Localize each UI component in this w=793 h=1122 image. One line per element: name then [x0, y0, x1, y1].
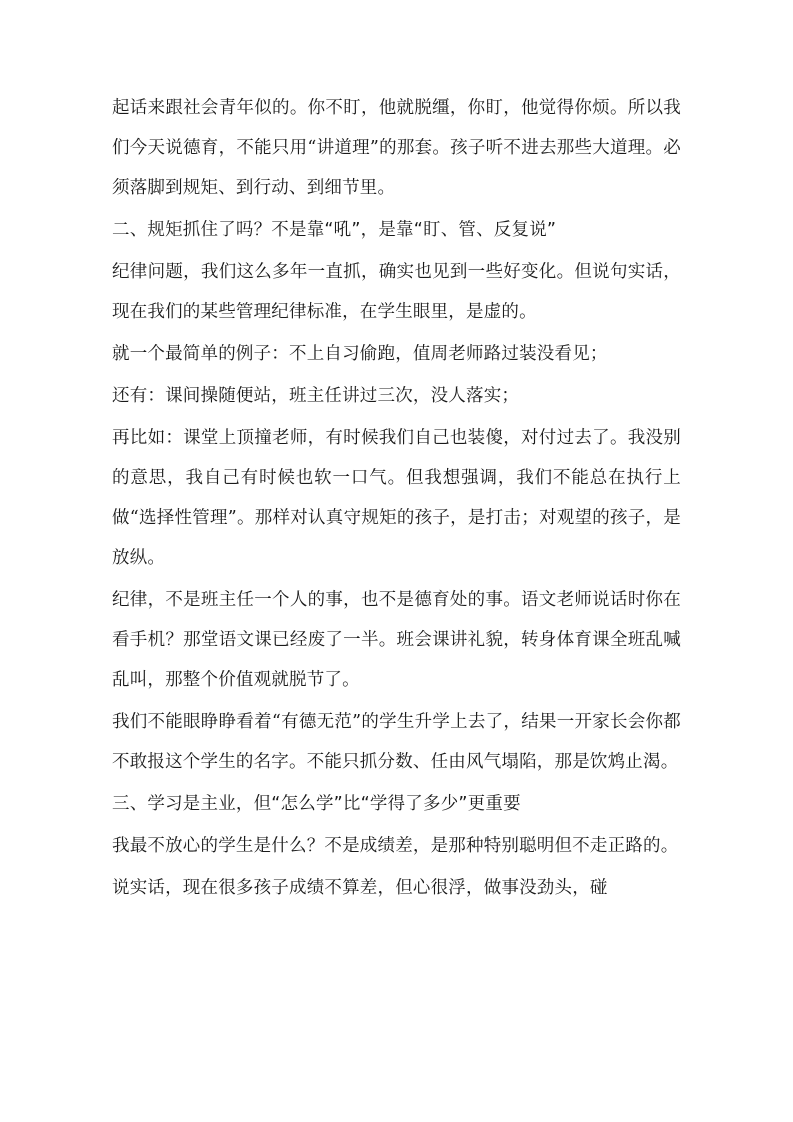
paragraph-7: 我们不能眼睁睁看着“有德无范”的学生升学上去了，结果一开家长会你都不敢报这个学生的名字。不能只抓分数、任由风气塌陷，那是饮鸩止渴。 — [112, 712, 681, 772]
paragraph-6: 纪律，不是班主任一个人的事，也不是德育处的事。语文老师说话时你在看手机？那堂语文课已经废了一半。班会课讲礼貌，转身体育课全班乱喊乱叫，那整个价值观就脱节了。 — [112, 590, 681, 690]
section-heading-3: 三、学习是主业，但“怎么学”比“学得了多少”更重要 — [112, 794, 521, 814]
paragraph-8: 我最不放心的学生是什么？不是成绩差，是那种特别聪明但不走正路的。 — [112, 836, 679, 856]
paragraph-1: 起话来跟社会青年似的。你不盯，他就脱缰，你盯，他觉得你烦。所以我们今天说德育，不能只用“讲道理”的那套。孩子听不进去那些大道理。必须落脚到规矩、到行动、到细节里。 — [112, 98, 681, 198]
paragraph-5: 再比如：课堂上顶撞老师，有时候我们自己也装傻，对付过去了。我没别的意思，我自己有时候也软一口气。但我想强调，我们不能总在执行上做“选择性管理”。那样对认真守规矩的孩子，是打击；对观望的孩子，是放纵。 — [112, 428, 681, 568]
paragraph-4: 还有：课间操随便站，班主任讲过三次，没人落实； — [112, 386, 520, 406]
paragraph-2: 纪律问题，我们这么多年一直抓，确实也见到一些好变化。但说句实话，现在我们的某些管理纪律标准，在学生眼里，是虚的。 — [112, 262, 681, 322]
paragraph-3: 就一个最简单的例子：不上自习偷跑，值周老师路过装没看见； — [112, 344, 608, 364]
section-heading-2: 二、规矩抓住了吗？不是靠“吼”，是靠“盯、管、反复说” — [112, 220, 557, 240]
document-body — [112, 88, 681, 908]
paragraph-9: 说实话，现在很多孩子成绩不算差，但心很浮，做事没劲头，碰 — [112, 878, 608, 898]
